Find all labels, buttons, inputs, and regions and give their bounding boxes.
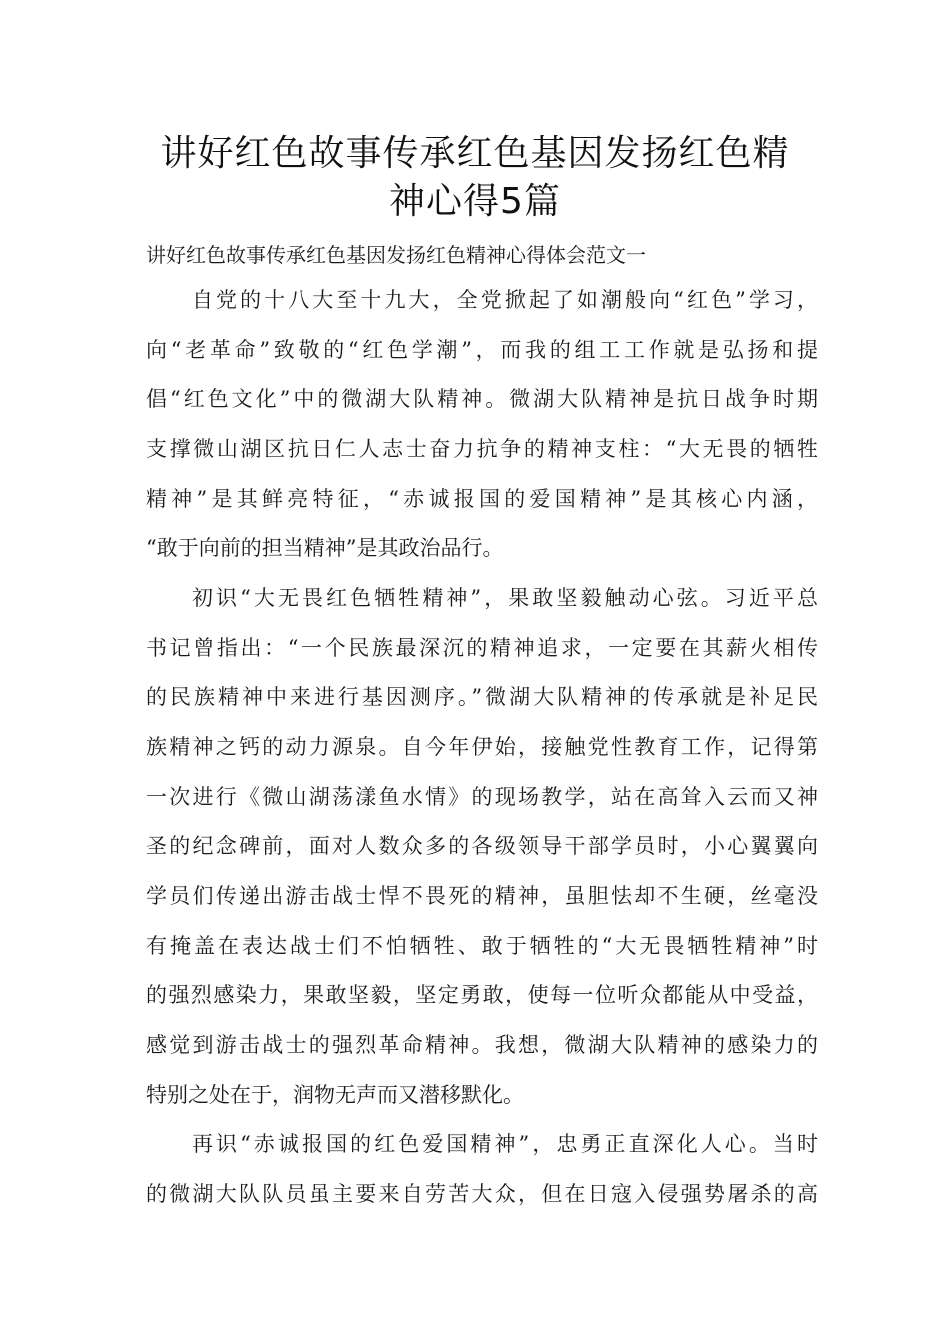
body-line: 的强烈感染力，果敢坚毅，坚定勇敢，使每一位听众都能从中受益， [146, 983, 818, 1007]
body-line: 支撑微山湖区抗日仁人志士奋力抗争的精神支柱：“大无畏的牺牲 [146, 437, 818, 461]
document-subtitle: 讲好红色故事传承红色基因发扬红色精神心得体会范文一 [146, 243, 646, 267]
body-line: 特别之处在于，润物无声而又潜移默化。 [146, 1083, 524, 1107]
body-line: 向“老革命”致敬的“红色学潮”，而我的组工工作就是弘扬和提 [146, 338, 818, 362]
body-line: 精神”是其鲜亮特征，“赤诚报国的爱国精神”是其核心内涵， [146, 487, 818, 511]
body-line: 学员们传递出游击战士悍不畏死的精神，虽胆怯却不生硬，丝毫没 [146, 884, 818, 908]
body-line: 初识“大无畏红色牺牲精神”，果敢坚毅触动心弦。习近平总 [192, 586, 818, 610]
document-title-line-2: 神心得5篇 [389, 181, 561, 222]
body-line: 族精神之钙的动力源泉。自今年伊始，接触党性教育工作，记得第 [146, 735, 818, 759]
body-line: 书记曾指出：“一个民族最深沉的精神追求，一定要在其薪火相传 [146, 636, 818, 660]
body-line: 的微湖大队队员虽主要来自劳苦大众，但在日寇入侵强势屠杀的高 [146, 1182, 818, 1206]
body-line: 感觉到游击战士的强烈革命精神。我想，微湖大队精神的感染力的 [146, 1033, 818, 1057]
body-line: 再识“赤诚报国的红色爱国精神”，忠勇正直深化人心。当时 [192, 1132, 818, 1156]
body-line: 有掩盖在表达战士们不怕牺牲、敢于牺牲的“大无畏牺牲精神”时 [146, 934, 818, 958]
document-title-line-1: 讲好红色故事传承红色基因发扬红色精 [160, 133, 790, 174]
body-line: 圣的纪念碑前，面对人数众多的各级领导干部学员时，小心翼翼向 [146, 834, 818, 858]
body-line: 倡“红色文化”中的微湖大队精神。微湖大队精神是抗日战争时期 [146, 387, 818, 411]
body-line: 自党的十八大至十九大，全党掀起了如潮般向“红色”学习， [192, 288, 818, 312]
body-line: 的民族精神中来进行基因测序。”微湖大队精神的传承就是补足民 [146, 685, 818, 709]
body-line: “敢于向前的担当精神”是其政治品行。 [146, 536, 504, 560]
body-line: 一次进行《微山湖荡漾鱼水情》的现场教学，站在高耸入云而又神 [146, 785, 818, 809]
